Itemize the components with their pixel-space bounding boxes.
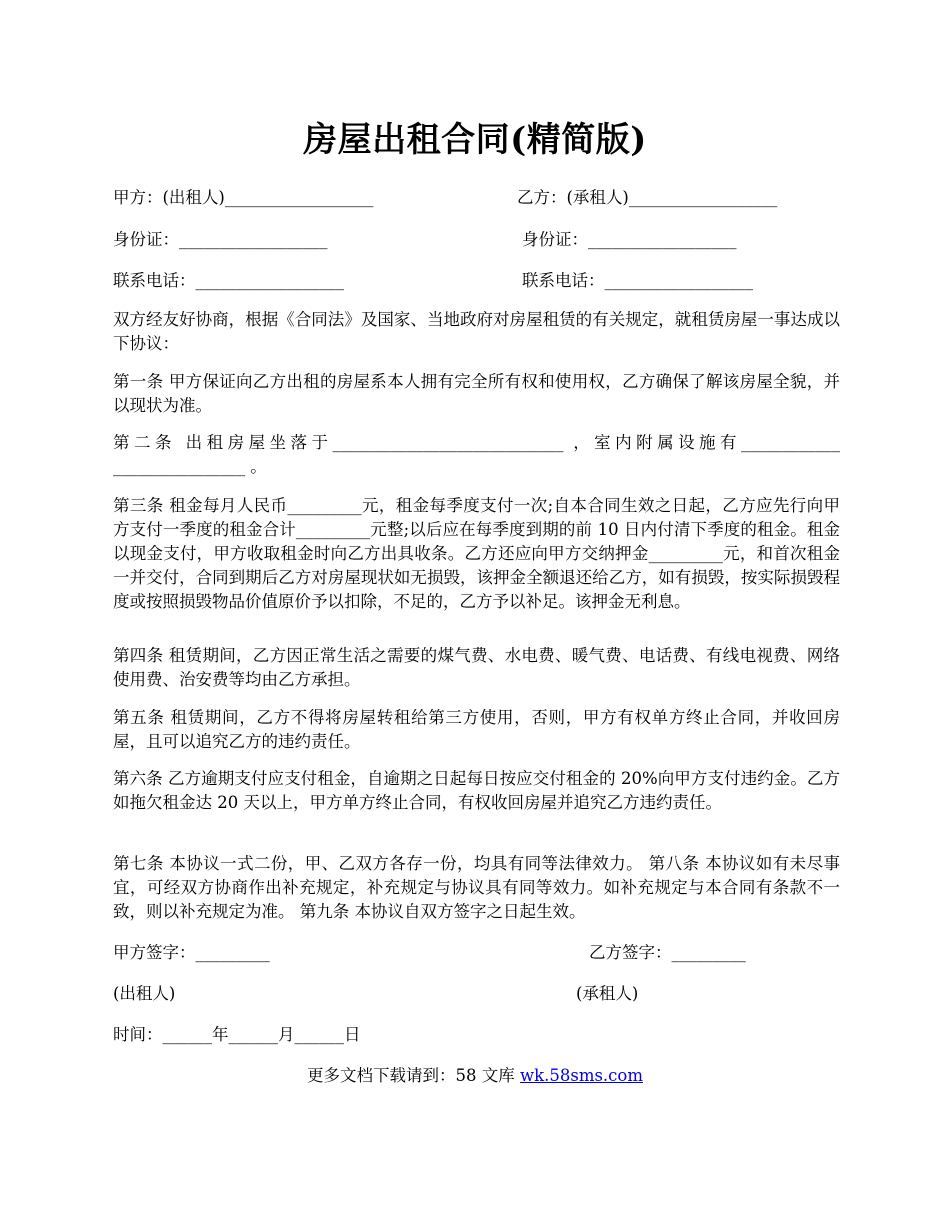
- party-a-line: 甲方：(出租人)__________________: [113, 188, 374, 207]
- article-6: 第六条 乙方逾期支付应支付租金，自逾期之日起每日按应交付租金的 20%向甲方支付违约金。乙方如拖欠租金达 20 天以上，甲方单方终止合同，有权收回房屋并追究乙方违约责任。: [113, 769, 840, 812]
- footer: [0, 1062, 950, 1086]
- signature-a: 甲方签字：_________: [113, 943, 270, 962]
- footer-link[interactable]: wk.58sms.com: [519, 1066, 643, 1085]
- date-line: 时间：______年______月______日: [113, 1025, 361, 1044]
- signature-b: 乙方签字：_________: [589, 943, 746, 962]
- document-title: 房屋出租合同(精简版): [303, 120, 647, 160]
- footer-text: 更多文档下载请到：58 文库: [306, 1066, 520, 1085]
- intro-paragraph: 双方经友好协商，根据《合同法》及国家、当地政府对房屋租赁的有关规定，就租赁房屋一事达成以下协议：: [113, 310, 840, 353]
- article-7-9: 第七条 本协议一式二份，甲、乙双方各存一份，均具有同等法律效力。 第八条 本协议如有未尽事宜，可经双方协商作出补充规定，补充规定与协议具有同等效力。如补充规定与本合同有条款不一致，则以补充规定为准。 第九条 本协议自双方签字之日起生效。: [113, 854, 840, 921]
- role-b: (承租人): [576, 984, 639, 1003]
- article-1: 第一条 甲方保证向乙方出租的房屋系本人拥有完全所有权和使用权，乙方确保了解该房屋全貌，并以现状为准。: [113, 372, 840, 415]
- party-b-line: 乙方：(承租人)__________________: [517, 188, 778, 207]
- role-a: (出租人): [113, 984, 176, 1003]
- article-3: 第三条 租金每月人民币_________元，租金每季度支付一次;自本合同生效之日起，乙方应先行向甲方支付一季度的租金合计_________元整;以后应在每季度到期的前 10 日内付清下季度的租金。租金以现金支付，甲方收取租金时向乙方出具收条。乙方还应向甲方交纳押金_________元，和首次租金一并交付，合同到期后乙方对房屋现状如无损毁，该押金全额退还给乙方，如有损毁，按实际损毁程度或按照损毁物品价值原价予以扣除，不足的，乙方予以补足。该押金无利息。: [113, 496, 840, 611]
- id-b-line: 身份证：__________________: [522, 230, 737, 249]
- phone-a-line: 联系电话：__________________: [113, 271, 344, 290]
- phone-b-line: 联系电话：__________________: [522, 271, 753, 290]
- article-4: 第四条 租赁期间，乙方因正常生活之需要的煤气费、水电费、暖气费、电话费、有线电视费、网络使用费、治安费等均由乙方承担。: [113, 646, 840, 689]
- article-5: 第五条 租赁期间，乙方不得将房屋转租给第三方使用，否则，甲方有权单方终止合同，并收回房屋，且可以追究乙方的违约责任。: [113, 708, 840, 751]
- article-2: 第二条 出租房屋坐落于____________________________ ，室内附属设施有____________ ________________ 。: [113, 433, 840, 476]
- id-a-line: 身份证：__________________: [113, 230, 328, 249]
